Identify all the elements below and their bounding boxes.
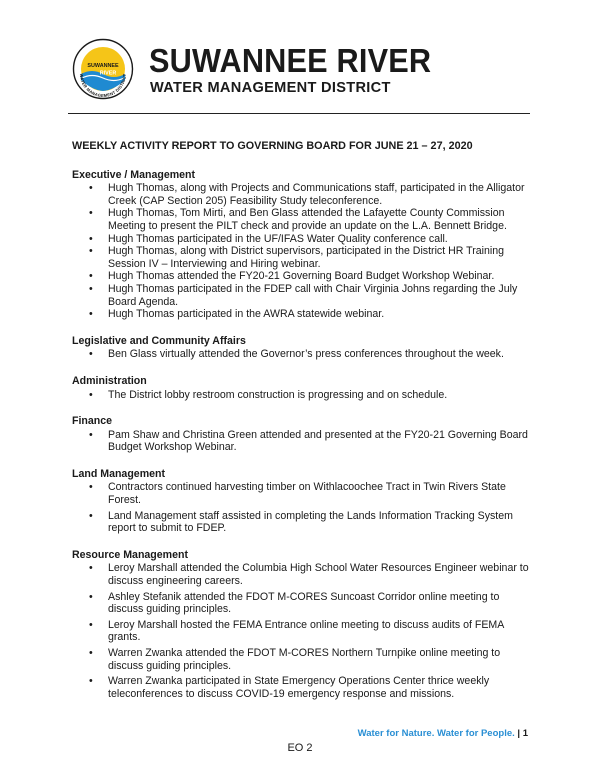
header-divider xyxy=(68,113,530,114)
suwannee-river-logo-icon xyxy=(72,38,134,100)
section-heading: Legislative and Community Affairs xyxy=(72,334,246,347)
document-code: EO 2 xyxy=(287,742,313,754)
list-item: • Ashley Stefanik attended the FDOT M-CORES Suncoast Corridor online meeting to discuss guiding principles. xyxy=(108,591,530,616)
list-item: • Pam Shaw and Christina Green attended and presented at the FY20-21 Governing Board Budget Workshop Webinar. xyxy=(108,429,530,454)
section-heading: Executive / Management xyxy=(72,168,196,181)
list-item: • Leroy Marshall hosted the FEMA Entrance online meeting to discuss audits of FEMA grants. xyxy=(108,619,530,644)
section-resource-management xyxy=(72,549,530,701)
letterhead xyxy=(72,38,532,104)
bullet-list xyxy=(72,481,530,534)
list-item: • Hugh Thomas participated in the UF/IFAS Water Quality conference call. xyxy=(108,233,530,246)
section-heading: Resource Management xyxy=(72,548,188,561)
list-item: • Hugh Thomas, Tom Mirti, and Ben Glass attended the Lafayette County Commission Meeting to present the PILT check and provide an update on the L.A. Bennett Bridge. xyxy=(108,207,530,232)
list-item: • Hugh Thomas attended the FY20-21 Governing Board Budget Workshop Webinar. xyxy=(108,270,530,283)
bullet-list xyxy=(72,429,530,454)
list-item: • Warren Zwanka attended the FDOT M-CORES Northern Turnpike online meeting to discuss guiding principles. xyxy=(108,647,530,672)
list-item: • Contractors continued harvesting timber on Withlacoochee Tract in Twin Rivers State Forest. xyxy=(108,481,530,506)
section-administration xyxy=(72,375,530,401)
bullet-list xyxy=(72,562,530,700)
logo-text-mid: RIVER xyxy=(99,70,117,77)
section-heading: Finance xyxy=(72,415,113,428)
list-item: • Hugh Thomas participated in the AWRA statewide webinar. xyxy=(108,308,530,321)
page-number: | 1 xyxy=(514,728,528,739)
organization-subtitle: WATER MANAGEMENT DISTRICT xyxy=(150,80,391,96)
bullet-list xyxy=(72,348,530,361)
tagline-text: Water for Nature. Water for People. xyxy=(357,728,515,739)
logo-text-top: SUWANNEE xyxy=(87,63,119,69)
section-heading: Land Management xyxy=(72,467,166,480)
bullet-list xyxy=(72,182,530,321)
list-item: • The District lobby restroom construction is progressing and on schedule. xyxy=(108,389,530,402)
list-item: • Warren Zwanka participated in State Emergency Operations Center thrice weekly teleconferences to discuss COVID-19 emergency response and missions. xyxy=(108,675,530,700)
list-item: • Hugh Thomas participated in the FDEP call with Chair Virginia Johns regarding the July Board Agenda. xyxy=(108,283,530,308)
report-title: WEEKLY ACTIVITY REPORT TO GOVERNING BOARD FOR JUNE 21 – 27, 2020 xyxy=(72,140,473,152)
list-item: • Land Management staff assisted in completing the Lands Information Tracking System report to submit to FDEP. xyxy=(108,510,530,535)
list-item: • Ben Glass virtually attended the Governor’s press conferences throughout the week. xyxy=(108,348,530,361)
list-item: • Leroy Marshall attended the Columbia High School Water Resources Engineer webinar to discuss engineering careers. xyxy=(108,562,530,587)
footer-tagline xyxy=(358,728,528,739)
section-executive-management xyxy=(72,169,530,321)
bullet-list xyxy=(72,389,530,402)
section-legislative-community-affairs xyxy=(72,335,530,361)
section-heading: Administration xyxy=(72,374,147,387)
logo-ring-text: WATER MANAGEMENT DISTRICT xyxy=(78,73,128,99)
section-finance xyxy=(72,415,530,454)
section-land-management xyxy=(72,468,530,535)
list-item: • Hugh Thomas, along with Projects and Communications staff, participated in the Alligator Creek (CAP Section 205) Feasibility Study teleconference. xyxy=(108,182,530,207)
organization-name: SUWANNEE RIVER xyxy=(149,42,432,79)
report-body xyxy=(72,140,530,714)
list-item: • Hugh Thomas, along with District supervisors, participated in the District HR Training Session IV – Interviewing and Hiring webinar. xyxy=(108,245,530,270)
